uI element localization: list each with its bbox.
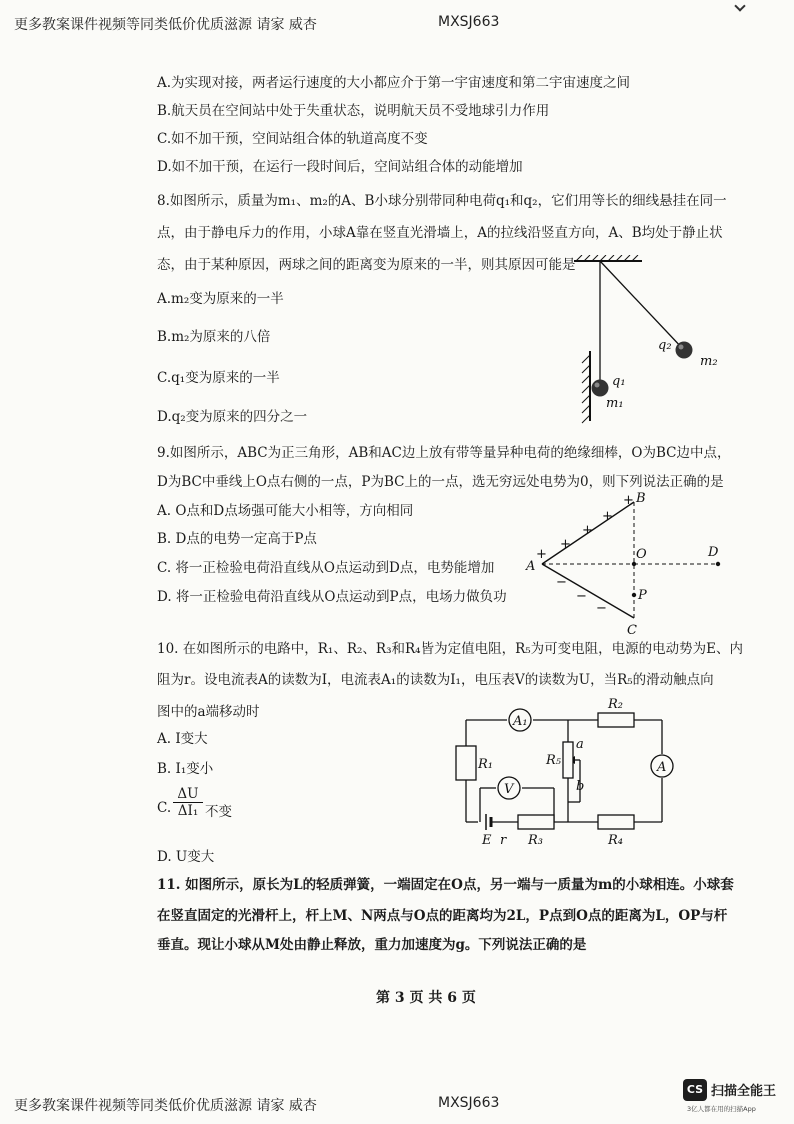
scanner-app-name: 扫描全能王 — [711, 1084, 777, 1099]
label-r3: R₃ — [528, 833, 543, 848]
q8-option-c: C.q₁变为原来的一半 — [157, 370, 280, 386]
q8-option-b: B.m₂为原来的八倍 — [157, 329, 271, 345]
label-r4: R₄ — [608, 833, 623, 848]
label-q2: q₂ — [658, 338, 672, 353]
scanner-logo-icon: CS — [683, 1079, 707, 1101]
label-b: B — [636, 491, 646, 506]
page-number: 第 3 页 共 6 页 — [376, 990, 476, 1006]
q8-pendulum-figure — [560, 255, 750, 430]
q9-option-d: D. 将一正检验电荷沿直线从O点运动到P点，电场力做负功 — [157, 589, 507, 605]
label-v: V — [504, 782, 514, 797]
string-b — [600, 261, 684, 350]
q10-option-c-fraction — [173, 786, 203, 820]
q10-option-a: A. I变大 — [157, 731, 208, 747]
label-a: A — [526, 559, 536, 574]
label-m2: m₂ — [700, 354, 718, 369]
q9-option-b: B. D点的电势一定高于P点 — [157, 531, 317, 547]
q11-stem-line-1: 11. 如图所示，原长为L的轻质弹簧，一端固定在O点，另一端与一质量为m的小球相连。小球套 — [157, 877, 734, 893]
q9-stem-line-1: 9.如图所示，ABC为正三角形，AB和AC边上放有带等量异种电荷的绝缘细棒，O为BC边中点， — [157, 445, 731, 461]
q8-option-d: D.q₂变为原来的四分之一 — [157, 409, 308, 425]
label-c: C — [627, 623, 637, 638]
label-r1: R₁ — [478, 757, 493, 772]
label-e: E — [482, 833, 492, 848]
q10-circuit-figure — [450, 690, 700, 850]
svg-text:+: + — [560, 537, 571, 552]
q10-stem-line-2: 阻为r。设电流表A的读数为I，电流表A₁的读数为I₁，电压表V的读数为U，当R₅的滑动触点向 — [157, 672, 714, 688]
q9-stem-line-2: D为BC中垂线上O点右侧的一点，P为BC上的一点，选无穷远处电势为0，则下列说法正确的是 — [157, 474, 724, 490]
label-r: r — [500, 833, 507, 848]
q7-option-d: D.如不加干预，在运行一段时间后，空间站组合体的动能增加 — [157, 159, 523, 175]
resistor-r1 — [456, 746, 476, 780]
svg-text:+: + — [536, 547, 547, 562]
q10-stem-line-1: 10. 在如图所示的电路中，R₁、R₂、R₃和R₄皆为定值电阻，R₅为可变电阻，电源的电动势为E、内 — [157, 641, 743, 657]
resistor-r3 — [518, 815, 554, 829]
q11-stem-line-3: 垂直。现让小球从M处由静止释放，重力加速度为g。下列说法正确的是 — [157, 937, 587, 953]
q8-stem-line-3: 态，由于某种原因，两球之间的距离变为原来的一半，则其原因可能是 — [157, 257, 576, 273]
q9-option-a: A. O点和D点场强可能大小相等，方向相同 — [157, 503, 414, 519]
footer-code: MXSJ663 — [438, 1095, 500, 1111]
label-r2: R₂ — [608, 697, 623, 712]
svg-text:+: + — [602, 509, 613, 524]
page-corner-mark — [734, 0, 745, 11]
fraction-numerator: ΔU — [173, 786, 203, 803]
ball-b — [676, 342, 693, 359]
fraction-denominator: ΔI₁ — [177, 803, 199, 819]
label-r5: R₅ — [546, 753, 561, 768]
q8-stem-line-1: 8.如图所示，质量为m₁、m₂的A、B小球分别带同种电荷q₁和q₂，它们用等长的细线悬挂在同一 — [157, 193, 727, 209]
footer-promo-text: 更多教案课件视频等同类低价优质滋源 请家 威杏 — [14, 1098, 317, 1114]
svg-text:−: − — [596, 601, 607, 616]
q9-option-c: C. 将一正检验电荷沿直线从O点运动到D点，电势能增加 — [157, 560, 495, 576]
svg-text:−: − — [556, 575, 567, 590]
q11-stem-line-2: 在竖直固定的光滑杆上，杆上M、N两点与O点的距离均为2L，P点到O点的距离为L，OP与杆 — [157, 908, 728, 924]
svg-text:−: − — [576, 589, 587, 604]
label-a-end: a — [576, 737, 584, 752]
svg-text:+: + — [582, 523, 593, 538]
q10-option-b: B. I₁变小 — [157, 761, 214, 777]
svg-text:+: + — [623, 493, 634, 508]
q8-option-a: A.m₂变为原来的一半 — [157, 291, 284, 307]
header-promo-text: 更多教案课件视频等同类低价优质滋源 请家 威杏 — [14, 17, 317, 33]
header-code: MXSJ663 — [438, 14, 500, 30]
variable-resistor-r5 — [563, 742, 573, 778]
scanner-tagline: 3亿人都在用的扫描App — [687, 1105, 756, 1113]
ball-a — [592, 380, 609, 397]
q7-option-a: A.为实现对接，两者运行速度的大小都应介于第一宇宙速度和第二宇宙速度之间 — [157, 75, 631, 91]
q7-option-c: C.如不加干预，空间站组合体的轨道高度不变 — [157, 131, 428, 147]
resistor-r4 — [598, 815, 634, 829]
q10-stem-line-3: 图中的a端移动时 — [157, 704, 260, 720]
label-d: D — [708, 545, 719, 560]
label-a: A — [657, 760, 667, 775]
label-a1: A₁ — [513, 714, 528, 729]
label-b-end: b — [576, 779, 585, 794]
q7-option-b: B.航天员在空间站中处于失重状态，说明航天员不受地球引力作用 — [157, 103, 550, 119]
label-m1: m₁ — [606, 396, 624, 411]
side-ac — [542, 564, 634, 618]
label-q1: q₁ — [612, 374, 626, 389]
q10-option-c-tail: 不变 — [205, 804, 232, 820]
label-o: O — [636, 547, 647, 562]
q10-option-d: D. U变大 — [157, 849, 215, 865]
q8-stem-line-2: 点，由于静电斥力的作用，小球A靠在竖直光滑墙上，A的拉线沿竖直方向，A、B均处于静止状 — [157, 225, 723, 241]
resistor-r2 — [598, 713, 634, 727]
label-p: P — [638, 588, 647, 603]
q10-option-c-label: C. — [157, 800, 172, 816]
q9-triangle-figure — [522, 488, 742, 640]
